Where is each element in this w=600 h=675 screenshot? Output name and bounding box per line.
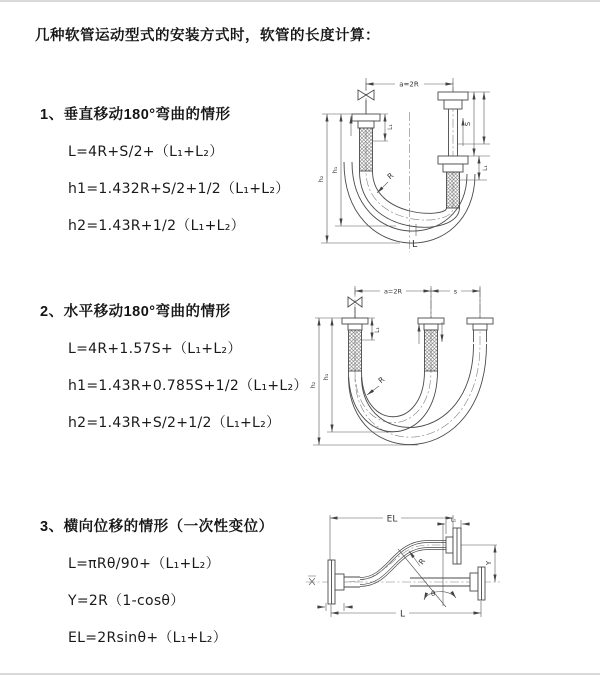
dim-label-h2: h₂: [309, 381, 317, 389]
dim-label-h1: h₁: [331, 166, 339, 174]
braided-hose-left: [349, 330, 362, 371]
radius-leader: [367, 375, 386, 395]
formula-L: L=4R+S/2+（L₁+L₂）: [68, 144, 224, 160]
left-flange: [342, 318, 368, 330]
angle-construction: [398, 523, 456, 607]
scan-edge-top: [0, 0, 600, 2]
radius-leader: [377, 171, 395, 193]
formula-h2: h2=1.43R+1/2（L₁+L₂）: [68, 218, 245, 234]
dim-shift: [431, 286, 480, 296]
dim-label-offset: Y: [485, 560, 493, 566]
right-lower-flange: [410, 567, 485, 600]
braided-hose-right: [447, 172, 460, 208]
dim-h2: [317, 114, 400, 243]
hose-centerline-2: [355, 288, 480, 437]
dim-label-length: L: [399, 609, 406, 620]
hose-s-curve: [346, 541, 448, 587]
dim-label-angle: θ: [431, 590, 436, 598]
section-3-heading: 3、横向位移的情形（一次性变位）: [40, 519, 274, 535]
left-flange: [352, 114, 380, 128]
hose-centerline-1: [355, 288, 431, 423]
diagram-lateral-displacement: [298, 503, 598, 638]
section-horizontal-180: [40, 300, 308, 432]
formula-h1: h1=1.43R+0.785S+1/2（L₁+L₂）: [68, 378, 308, 394]
braided-hose-left: [360, 128, 373, 171]
middle-flange: [418, 318, 444, 330]
dim-label-length: L: [412, 239, 418, 250]
diagram-vertical-180: [308, 66, 593, 264]
dim-el: [330, 513, 453, 561]
dim-label-width: a=2R: [399, 80, 419, 89]
section-vertical-180: [40, 103, 290, 235]
formula-L: L=4R+1.57S+（L₁+L₂）: [68, 341, 242, 357]
section-1-heading: 1、垂直移动180°弯曲的情形: [40, 107, 231, 123]
dim-label-radius: R: [416, 556, 428, 567]
braided-hose-middle: [425, 330, 438, 371]
dim-label-joint: L₁: [374, 327, 381, 333]
dim-label-el: EL: [386, 514, 398, 525]
diagram-horizontal-180: [303, 282, 593, 457]
section-lateral-displacement: [40, 515, 274, 647]
dim-joint-right: [479, 156, 489, 180]
dim-label-shift: s: [453, 287, 458, 296]
formula-EL: EL=2Rsinθ+（L₁+L₂）: [68, 630, 228, 646]
formula-L: L=πRθ/90+（L₁+L₂）: [68, 556, 220, 572]
dim-h2: [309, 318, 418, 445]
hose-bend: [349, 344, 487, 445]
right-upper-flange: [446, 528, 461, 564]
formula-h2: h2=1.43R+S/2+1/2（L₁+L₂）: [68, 415, 281, 431]
dim-label-h1: h₁: [322, 373, 330, 381]
dim-label-joint: L₁: [450, 517, 457, 524]
centerline-mark: [308, 576, 316, 585]
dim-label-joint-right: L₁: [482, 165, 489, 171]
length-label: [412, 224, 418, 250]
dim-width: [366, 78, 453, 92]
dim-label-h2: h₂: [317, 175, 325, 183]
formula-Y: Y=2R（1-cosθ）: [68, 593, 185, 609]
dim-label-width: a=2R: [383, 287, 403, 296]
dim-label-radius: R: [376, 374, 387, 386]
section-2-heading: 2、水平移动180°弯曲的情形: [40, 304, 231, 320]
dim-label-stroke: S: [464, 121, 472, 127]
dim-label-joint-left: L₁: [387, 124, 394, 130]
page-title: 几种软管运动型式的安装方式时，软管的长度计算：: [35, 28, 380, 44]
formula-h1: h1=1.432R+S/2+1/2（L₁+L₂）: [68, 181, 290, 197]
dim-length: [331, 601, 481, 620]
dim-label-radius: R: [385, 170, 396, 182]
